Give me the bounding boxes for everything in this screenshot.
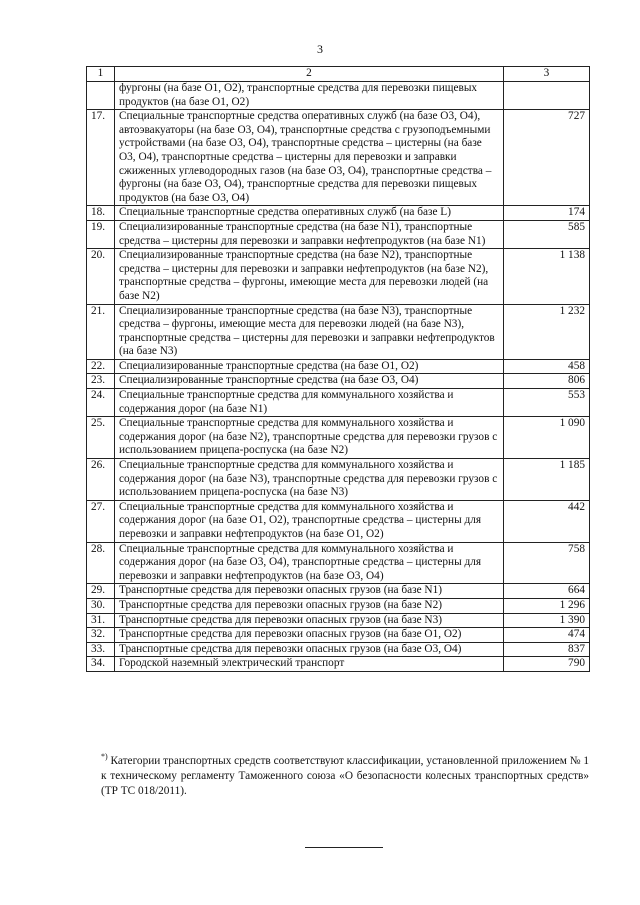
row-value: 664 <box>504 584 590 599</box>
row-value: 758 <box>504 542 590 584</box>
row-number: 24. <box>87 389 115 417</box>
row-value: 1 390 <box>504 613 590 628</box>
row-value: 174 <box>504 206 590 221</box>
row-value <box>504 82 590 110</box>
table-row <box>87 542 590 584</box>
row-number: 18. <box>87 206 115 221</box>
row-number: 23. <box>87 374 115 389</box>
column-header-1: 1 <box>87 67 115 82</box>
column-header-2: 2 <box>115 67 504 82</box>
row-number: 26. <box>87 459 115 501</box>
row-description: Транспортные средства для перевозки опасных грузов (на базе N1) <box>115 584 504 599</box>
row-number: 31. <box>87 613 115 628</box>
table-row <box>87 642 590 657</box>
row-number: 34. <box>87 657 115 672</box>
row-description: Специализированные транспортные средства (на базе N3), транспортные средства – фургоны, имеющие места для перевозки людей (на базе N3), транспортные средства – цистерны для перевозки и заправки нефтепродуктов (на базе N3) <box>115 304 504 359</box>
table-row <box>87 500 590 542</box>
table-row <box>87 628 590 643</box>
closing-rule <box>305 847 383 848</box>
table-row <box>87 304 590 359</box>
row-value: 790 <box>504 657 590 672</box>
row-number: 30. <box>87 598 115 613</box>
row-description: Городской наземный электрический транспорт <box>115 657 504 672</box>
row-number: 17. <box>87 110 115 206</box>
table-row <box>87 359 590 374</box>
row-description: Транспортные средства для перевозки опасных грузов (на базе N2) <box>115 598 504 613</box>
row-value: 553 <box>504 389 590 417</box>
row-description: Специализированные транспортные средства (на базе O3, O4) <box>115 374 504 389</box>
row-description: Специализированные транспортные средства (на базе O1, O2) <box>115 359 504 374</box>
footnote-marker: *) <box>101 752 108 762</box>
table-header-row <box>87 67 590 82</box>
row-value: 1 232 <box>504 304 590 359</box>
row-description: Специальные транспортные средства для коммунального хозяйства и содержания дорог (на базе N1) <box>115 389 504 417</box>
row-value: 585 <box>504 220 590 248</box>
row-value: 1 296 <box>504 598 590 613</box>
table-row <box>87 389 590 417</box>
row-description: Специализированные транспортные средства (на базе N2), транспортные средства – цистерны для перевозки и заправки нефтепродуктов (на базе N2), транспортные средства – фургоны, имеющие места для перевозки людей (на базе N2) <box>115 249 504 304</box>
row-number <box>87 82 115 110</box>
row-description: Специализированные транспортные средства (на базе N1), транспортные средства – цистерны для перевозки и заправки нефтепродуктов (на базе N1) <box>115 220 504 248</box>
row-number: 21. <box>87 304 115 359</box>
row-description: фургоны (на базе O1, O2), транспортные средства для перевозки пищевых продуктов (на базе O1, O2) <box>115 82 504 110</box>
vehicle-category-table <box>86 66 590 672</box>
row-description: Специальные транспортные средства оперативных служб (на базе L) <box>115 206 504 221</box>
row-number: 33. <box>87 642 115 657</box>
row-number: 29. <box>87 584 115 599</box>
row-description: Специальные транспортные средства для коммунального хозяйства и содержания дорог (на базе N3), транспортные средства для перевозки грузов с использованием прицепа-роспуска (на базе N3) <box>115 459 504 501</box>
row-description: Специальные транспортные средства для коммунального хозяйства и содержания дорог (на базе O1, O2), транспортные средства – цистерны для перевозки и заправки нефтепродуктов (на базе O1, O2) <box>115 500 504 542</box>
table-row <box>87 657 590 672</box>
continuation-row <box>87 82 590 110</box>
table-row <box>87 206 590 221</box>
table-row <box>87 598 590 613</box>
table-row <box>87 374 590 389</box>
row-value: 474 <box>504 628 590 643</box>
table-row <box>87 249 590 304</box>
row-number: 28. <box>87 542 115 584</box>
table-row <box>87 613 590 628</box>
page-number: 3 <box>317 42 323 56</box>
row-description: Специальные транспортные средства оперативных служб (на базе O3, O4), автоэвакуаторы (на базе O3, O4), транспортные средства с грузоподъемными устройствами (на базе O3, O4), транспортные средства – цистерны (на базе O3, O4), транспортные средства – цистерны для перевозки и заправки сжиженных углеводородных газов (на базе O3, O4), транспортные средства – фургоны (на базе O3, O4), транспортные средства для перевозки пищевых продуктов (на базе O3, O4) <box>115 110 504 206</box>
row-value: 458 <box>504 359 590 374</box>
row-value: 806 <box>504 374 590 389</box>
table-row <box>87 220 590 248</box>
footnote <box>101 754 589 799</box>
row-description: Специальные транспортные средства для коммунального хозяйства и содержания дорог (на базе N2), транспортные средства для перевозки грузов с использованием прицепа-роспуска (на базе N2) <box>115 417 504 459</box>
row-number: 19. <box>87 220 115 248</box>
row-number: 25. <box>87 417 115 459</box>
row-number: 20. <box>87 249 115 304</box>
table-row <box>87 417 590 459</box>
row-description: Транспортные средства для перевозки опасных грузов (на базе N3) <box>115 613 504 628</box>
row-value: 442 <box>504 500 590 542</box>
row-description: Транспортные средства для перевозки опасных грузов (на базе O1, O2) <box>115 628 504 643</box>
column-header-3: 3 <box>504 67 590 82</box>
row-number: 32. <box>87 628 115 643</box>
footnote-text: Категории транспортных средств соответствуют классификации, установленной приложением № 1 к техническому регламенту Таможенного союза «О безопасности колесных транспортных средств» (ТР ТС 018/2011). <box>101 755 590 797</box>
table-row <box>87 110 590 206</box>
row-value: 1 185 <box>504 459 590 501</box>
row-number: 22. <box>87 359 115 374</box>
table-row <box>87 584 590 599</box>
row-number: 27. <box>87 500 115 542</box>
row-value: 1 090 <box>504 417 590 459</box>
row-description: Специальные транспортные средства для коммунального хозяйства и содержания дорог (на базе O3, O4), транспортные средства – цистерны для перевозки и заправки нефтепродуктов (на базе O3, O4) <box>115 542 504 584</box>
row-value: 1 138 <box>504 249 590 304</box>
row-description: Транспортные средства для перевозки опасных грузов (на базе O3, O4) <box>115 642 504 657</box>
row-value: 837 <box>504 642 590 657</box>
table-row <box>87 459 590 501</box>
row-value: 727 <box>504 110 590 206</box>
